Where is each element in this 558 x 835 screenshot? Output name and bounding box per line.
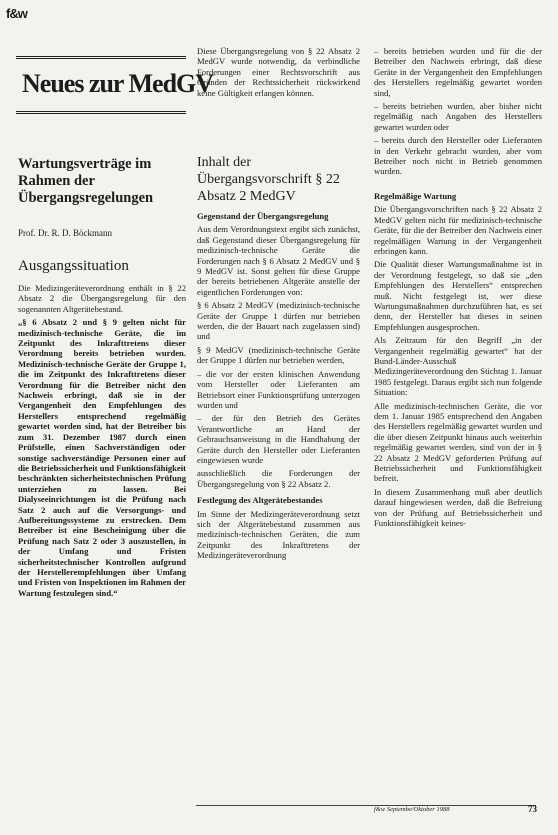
paragraph: Alle medizinisch-technischen Geräte, die vor dem 1. Januar 1985 entsprechend den Angaben des Herstellers regelmäßig gewartet wurden und die über diesen Zeitpunkt hinaus auch weiterhin regelmäßig gewartet werden, sind von der in § 22 Absatz 2 MedGV geforderten Prüfung auf Betriebssicherheit und Funktionsfähigkeit befreit. bbox=[374, 400, 542, 484]
section-heading-2: Inhalt der Übergangsvorschrift § 22 Absatz 2 MedGV bbox=[197, 155, 340, 204]
paragraph: Die Übergangsvorschriften nach § 22 Absatz 2 MedGV gelten nicht für medizinisch-technische Geräte, für die der Betreiber den Nachweis einer regelmäßigen Wartung in der Vergangenheit erbringen kann. bbox=[374, 204, 542, 256]
subheading: Gegenstand der Übergangsregelung bbox=[197, 211, 329, 221]
paragraph: – bereits betrieben wurden, aber bisher nicht regelmäßig nach Angaben des Herstellers gewartet wurden oder bbox=[374, 101, 542, 132]
column-2 bbox=[197, 205, 360, 564]
journal-logo: f&w bbox=[6, 6, 27, 21]
paragraph: Aus dem Verordnungstext ergibt sich zunächst, daß Gegenstand dieser Übergangsregelung für medizinisch-technische Geräte die Forderungen nach § 6 Absatz 2 MedGV und § 9 MedGV ist. Sonst gelten für diese Gruppe der bereits betriebenen Altgeräte anstelle der eigentlichen Forderungen von: bbox=[197, 224, 360, 297]
paragraph: Die Qualität dieser Wartungsmaßnahme ist in der Verordnung festgelegt, so daß sie „den Empfehlungen des Herstellers“ entsprechen muß. Nicht festgelegt ist, wer diese Wartungsmaßnahmen durchzuführen hat, es sei denn, der Hersteller hat dieses in seinen Empfehlungen ausgesprochen. bbox=[374, 259, 542, 332]
paragraph: Diese Übergangsregelung von § 22 Absatz 2 MedGV wurde notwendig, da verbindliche Forderungen einer Rechtsvorschrift aus Gründen der Rechtssicherheit rückwirkend keine Gültigkeit erlangen können. bbox=[197, 46, 360, 98]
article-title: Wartungsverträge im Rahmen der Übergangsregelungen bbox=[18, 156, 154, 206]
column-2-top bbox=[197, 46, 360, 101]
paragraph: – bereits betrieben wurden und für die der Betreiber den Nachweis erbringt, daß diese Geräte in der Vergangenheit den Empfehlungen des Herstellers regelmäßig gewartet worden sind, bbox=[374, 46, 542, 98]
paragraph: – bereits durch den Hersteller oder Lieferanten in den Verkehr gebracht wurden, aber vom Betreiber noch nicht in Betrieb genommen wurden. bbox=[374, 135, 542, 177]
paragraph: In diesem Zusammenhang muß aber deutlich darauf hingewiesen werden, daß die Befreiung von der Prüfung auf Betriebssicherheit und Funktionsfähigkeit keines- bbox=[374, 486, 542, 529]
subheading: Regelmäßige Wartung bbox=[374, 190, 457, 201]
paragraph: § 9 MedGV (medizinisch-technische Geräte der Gruppe 1 dürfen nur betrieben werden, bbox=[197, 344, 360, 366]
column-1 bbox=[18, 283, 186, 601]
paragraph: Als Zeitraum für den Begriff „in der Vergangenheit regelmäßig gewartet“ hat der Bund-Länder-Ausschuß Medizingeräteverordnung den Stichtag 1. Januar 1985 festgelegt. Daraus ergibt sich nun folgende Situation: bbox=[374, 335, 542, 398]
subheading: Festlegung des Altgerätebestandes bbox=[197, 495, 323, 506]
section-heading: Ausgangssituation bbox=[18, 258, 129, 274]
column-3 bbox=[374, 46, 542, 531]
paragraph: – die vor der ersten klinischen Anwendung vom Hersteller oder Lieferanten am Betriebsort einer Funktionsprüfung unterzogen wurden und bbox=[197, 368, 360, 410]
footer-journal: f&w Septembe/Oktober 1988 bbox=[374, 806, 450, 813]
quoted-regulation: „§ 6 Absatz 2 und § 9 gelten nicht für medizinisch-technische Geräte, die im Zeitpunkt des Inkrafttretens dieser Verordnung bereits betrieben wurden. Medizinisch-technische Geräte der Gruppe 1, die im Zeitpunkt des Inkrafttretens dieser Verordnung für die Betreiber nicht den Nachweis erbringt, daß sie in der Vergangenheit den Empfehlungen des Herstellers entsprechend regelmäßig gewartet worden sind, hat der Betreiber bis zum 31. Dezember 1987 durch einen Prüfstelle, einen Sachverständigen oder sonstige sachverständige Personen einer auf die Betriebssicherheit und Funktionsfähigkeit beschränkten sicherheitstechnischen Prüfung unterziehen zu lassen. Bei Dialyseeinrichtungen ist die Prüfung nach Satz 2 auch auf die Versorgungs- und Aufbereitungssysteme zu erstrecken. Dem Betreiber ist eine Bescheinigung über die Prüfung nach Satz 2 oder 3 auszustellen, in der Umfang und Fristen sicherheitstechnischer Kontrollen aufgrund der Herstellerempfehlungen über Umfang und Fristen von Inspektionen im Rahmen der Wartung festzulegen sind.“ bbox=[18, 317, 186, 598]
rubric-banner bbox=[16, 56, 214, 114]
article-author: Prof. Dr. R. D. Böckmann bbox=[18, 228, 112, 238]
rubric-title: Neues zur MedGV bbox=[22, 69, 214, 98]
page-number: 73 bbox=[528, 804, 537, 814]
paragraph: Die Medizingeräteverordnung enthält in § 22 Absatz 2 die Übergangsregelung für den sogenannten Altgerätebestand. bbox=[18, 283, 186, 314]
paragraph: ausschließlich die Forderungen der Übergangsregelung von § 22 Absatz 2. bbox=[197, 468, 360, 489]
paragraph: – der für den Betrieb des Gerätes Verantwortliche an Hand der Gebrauchsanweisung in die Handhabung der Geräte durch den Hersteller oder Lieferanten eingewiesen wurde bbox=[197, 413, 360, 465]
paragraph: § 6 Absatz 2 MedGV (medizinisch-technische Geräte der Gruppe 1 dürfen nur betrieben werden, die der Bauart nach zugelassen sind) und bbox=[197, 300, 360, 342]
paragraph: Im Sinne der Medizingeräteverordnung setzt sich der Altgerätebestand zusammen aus medizinisch-technischen Geräten, die zum Zeitpunkt des Inkrafttretens der Medizingeräteverordnung bbox=[197, 508, 360, 561]
